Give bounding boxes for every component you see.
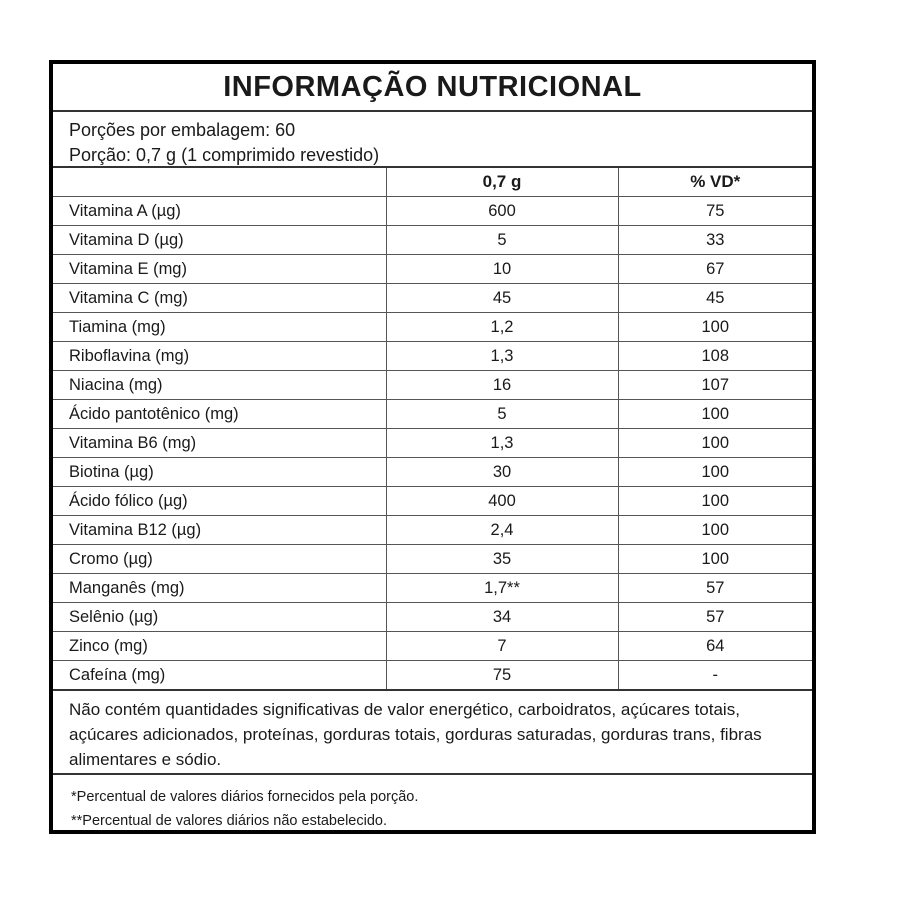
- nutrient-dv: 57: [618, 603, 812, 632]
- not-significant-note: Não contém quantidades significativas de valor energético, carboidratos, açúcares totais, açúcares adicionados, proteínas, gorduras totais, gorduras saturadas, gorduras trans, fibras alimentares e sódio.: [53, 691, 812, 775]
- table-row: [53, 400, 812, 429]
- nutrient-amount: 5: [386, 400, 618, 429]
- table-row: [53, 632, 812, 661]
- nutrient-amount: 1,3: [386, 342, 618, 371]
- serving-size: Porção: 0,7 g (1 comprimido revestido): [69, 145, 380, 165]
- nutrient-name: Ácido pantotênico (mg): [53, 400, 386, 429]
- table-row: [53, 197, 812, 226]
- table-row: [53, 516, 812, 545]
- nutrient-amount: 45: [386, 284, 618, 313]
- table-row: [53, 458, 812, 487]
- nutrient-dv: 75: [618, 197, 812, 226]
- nutrient-amount: 30: [386, 458, 618, 487]
- label-title: INFORMAÇÃO NUTRICIONAL: [53, 64, 812, 112]
- nutrition-label: [49, 60, 816, 834]
- table-header-row: [53, 168, 812, 197]
- nutrient-name: Zinco (mg): [53, 632, 386, 661]
- nutrient-amount: 5: [386, 226, 618, 255]
- nutrient-name: Manganês (mg): [53, 574, 386, 603]
- footnote-not-established: **Percentual de valores diários não estabelecido.: [71, 813, 387, 829]
- nutrient-dv: 100: [618, 400, 812, 429]
- table-row: [53, 342, 812, 371]
- nutrient-name: Riboflavina (mg): [53, 342, 386, 371]
- nutrient-dv: 33: [618, 226, 812, 255]
- table-row: [53, 545, 812, 574]
- footnotes: [53, 775, 812, 833]
- nutrient-amount: 7: [386, 632, 618, 661]
- table-row: [53, 226, 812, 255]
- nutrient-amount: 1,3: [386, 429, 618, 458]
- nutrient-amount: 600: [386, 197, 618, 226]
- nutrient-name: Ácido fólico (µg): [53, 487, 386, 516]
- nutrient-name: Cafeína (mg): [53, 661, 386, 691]
- nutrient-amount: 2,4: [386, 516, 618, 545]
- nutrient-amount: 34: [386, 603, 618, 632]
- nutrient-amount: 75: [386, 661, 618, 691]
- table-row: [53, 429, 812, 458]
- nutrient-name: Vitamina E (mg): [53, 255, 386, 284]
- nutrient-amount: 1,7**: [386, 574, 618, 603]
- nutrient-amount: 10: [386, 255, 618, 284]
- nutrient-dv: 108: [618, 342, 812, 371]
- nutrient-dv: 100: [618, 313, 812, 342]
- nutrient-dv: 67: [618, 255, 812, 284]
- nutrient-name: Selênio (µg): [53, 603, 386, 632]
- table-row: [53, 487, 812, 516]
- column-header-amount: 0,7 g: [386, 168, 618, 197]
- nutrient-name: Vitamina A (µg): [53, 197, 386, 226]
- nutrient-dv: 100: [618, 487, 812, 516]
- footnote-dv: *Percentual de valores diários fornecidos pela porção.: [71, 789, 419, 805]
- nutrient-amount: 400: [386, 487, 618, 516]
- nutrient-name: Biotina (µg): [53, 458, 386, 487]
- nutrient-name: Vitamina C (mg): [53, 284, 386, 313]
- table-row: [53, 255, 812, 284]
- table-row: [53, 574, 812, 603]
- serving-info: [53, 112, 812, 168]
- table-row: [53, 313, 812, 342]
- nutrient-dv: 100: [618, 516, 812, 545]
- column-header-nutrient: [53, 168, 386, 197]
- nutrient-name: Cromo (µg): [53, 545, 386, 574]
- nutrient-dv: 57: [618, 574, 812, 603]
- table-row: [53, 661, 812, 691]
- nutrient-amount: 16: [386, 371, 618, 400]
- nutrient-name: Vitamina D (µg): [53, 226, 386, 255]
- nutrient-name: Niacina (mg): [53, 371, 386, 400]
- nutrient-dv: 100: [618, 458, 812, 487]
- nutrient-dv: 100: [618, 429, 812, 458]
- nutrient-dv: 64: [618, 632, 812, 661]
- nutrient-dv: 107: [618, 371, 812, 400]
- column-header-dv: % VD*: [618, 168, 812, 197]
- table-row: [53, 603, 812, 632]
- servings-per-package: Porções por embalagem: 60: [69, 120, 296, 140]
- nutrient-dv: 100: [618, 545, 812, 574]
- nutrient-name: Vitamina B6 (mg): [53, 429, 386, 458]
- nutrient-dv: -: [618, 661, 812, 691]
- table-row: [53, 284, 812, 313]
- table-row: [53, 371, 812, 400]
- nutrition-table: [53, 168, 812, 691]
- nutrient-name: Vitamina B12 (µg): [53, 516, 386, 545]
- nutrient-name: Tiamina (mg): [53, 313, 386, 342]
- nutrition-rows: [53, 197, 812, 691]
- nutrient-dv: 45: [618, 284, 812, 313]
- nutrient-amount: 35: [386, 545, 618, 574]
- nutrient-amount: 1,2: [386, 313, 618, 342]
